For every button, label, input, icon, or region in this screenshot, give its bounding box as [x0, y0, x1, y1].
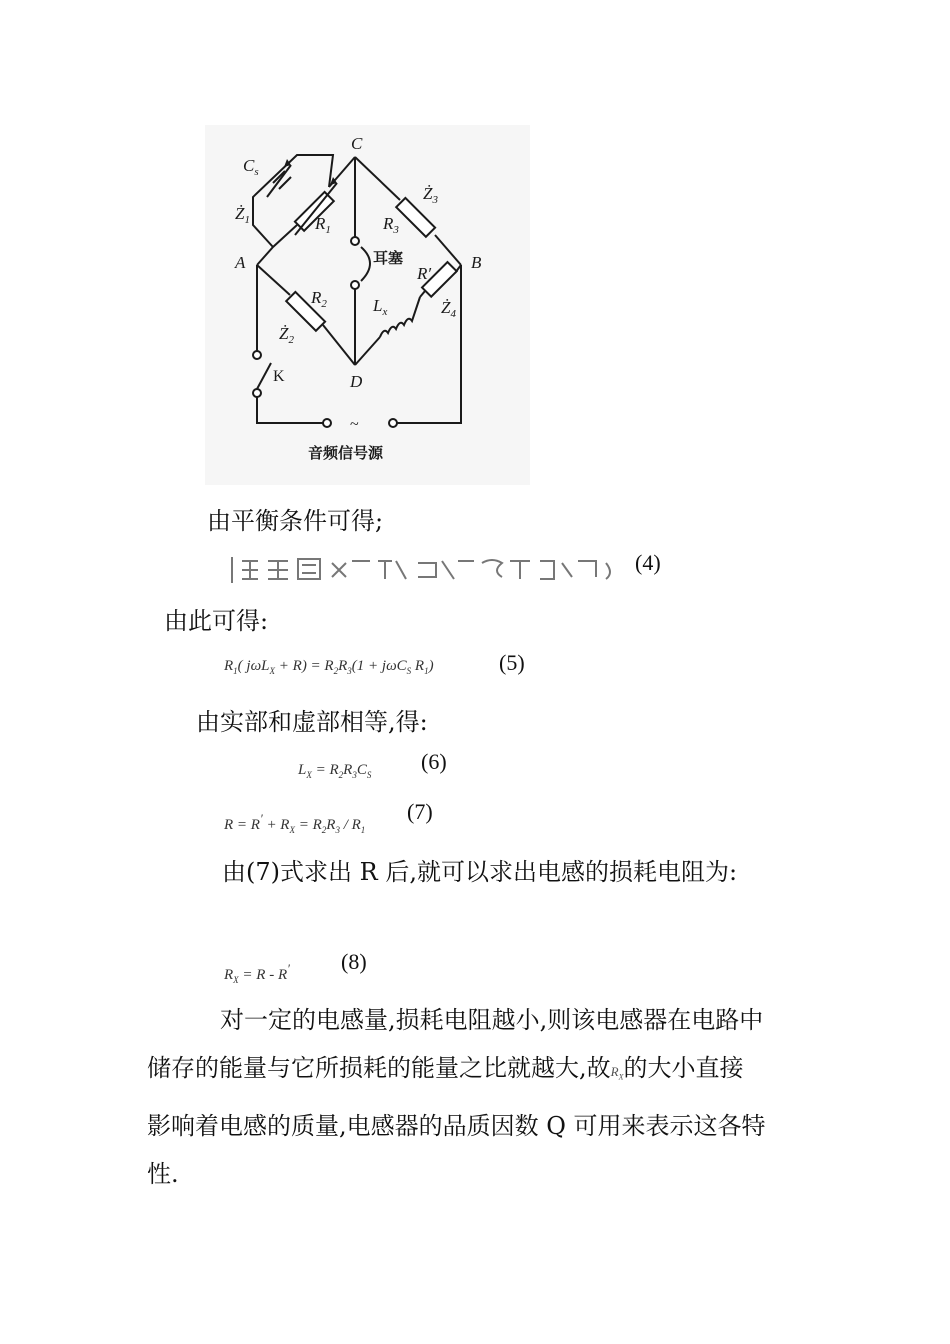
equation-4-image [228, 553, 628, 587]
earplug-label: 耳塞 [373, 249, 404, 267]
signal-source-label: 音频信号源 [308, 444, 384, 462]
node-d-label: D [350, 372, 363, 391]
equation-5: $R_1$( $j\omega L_X + R) = R_2R_3(1 + j\omega C_S$ $R_1$) [224, 658, 434, 676]
equation-8-number: (8) [341, 949, 367, 974]
r1-label: $R_1$ [315, 214, 331, 236]
inline-rx-symbol: $R_X$ [610, 1064, 624, 1082]
hence-text: 由此可得: [164, 607, 269, 635]
paragraph-line-1: 对一定的电感量,损耗电阻越小,则该电感器在电路中 [220, 1006, 764, 1034]
z3-label: $Ż_3$ [423, 184, 438, 206]
bridge-circuit-diagram [205, 125, 530, 485]
r-prime-label: R′ [417, 264, 432, 283]
switch-k-label: K [273, 368, 285, 385]
paragraph-line-3: 影响着电感的质量,电感器的品质因数 Q 可用来表示这各特 [147, 1111, 766, 1140]
equation-6-number: (6) [421, 749, 447, 774]
after-eq7-text: 由(7)式求出 R 后,就可以求出电感的损耗电阻为: [222, 858, 738, 886]
real-imag-text: 由实部和虚部相等,得: [196, 708, 428, 736]
quality-paragraph [147, 996, 807, 1198]
equation-7: $R = R' + R_X = R_2R_3 / R_1$ [224, 812, 366, 835]
equation-4-number: (4) [635, 550, 661, 575]
balance-intro-text: 由平衡条件可得; [207, 507, 384, 535]
node-a-label: A [235, 253, 246, 272]
cs-label: $C_s$ [243, 156, 259, 178]
node-c-label: C [351, 134, 363, 153]
lx-label: $L_x$ [373, 296, 388, 318]
equation-7-number: (7) [407, 799, 433, 824]
paragraph-line-2: 储存的能量与它所损耗的能量之比就越大,故$R_X$的大小直接 [147, 1054, 744, 1082]
source-tilde: ~ [350, 416, 359, 433]
z2-label: $Ż_2$ [279, 324, 294, 346]
r3-label: $R_3$ [383, 214, 399, 236]
z4-label: $Ż_4$ [441, 298, 456, 320]
equation-6: $L_X = R_2R_3C_S$ [298, 762, 372, 780]
r2-label: $R_2$ [311, 288, 327, 310]
node-b-label: B [471, 253, 482, 272]
z1-label: $Ż_1$ [235, 204, 250, 226]
paragraph-line-4: 性. [147, 1159, 179, 1188]
equation-5-number: (5) [499, 650, 525, 675]
equation-8: $R_X = R - R'$ [224, 962, 290, 985]
